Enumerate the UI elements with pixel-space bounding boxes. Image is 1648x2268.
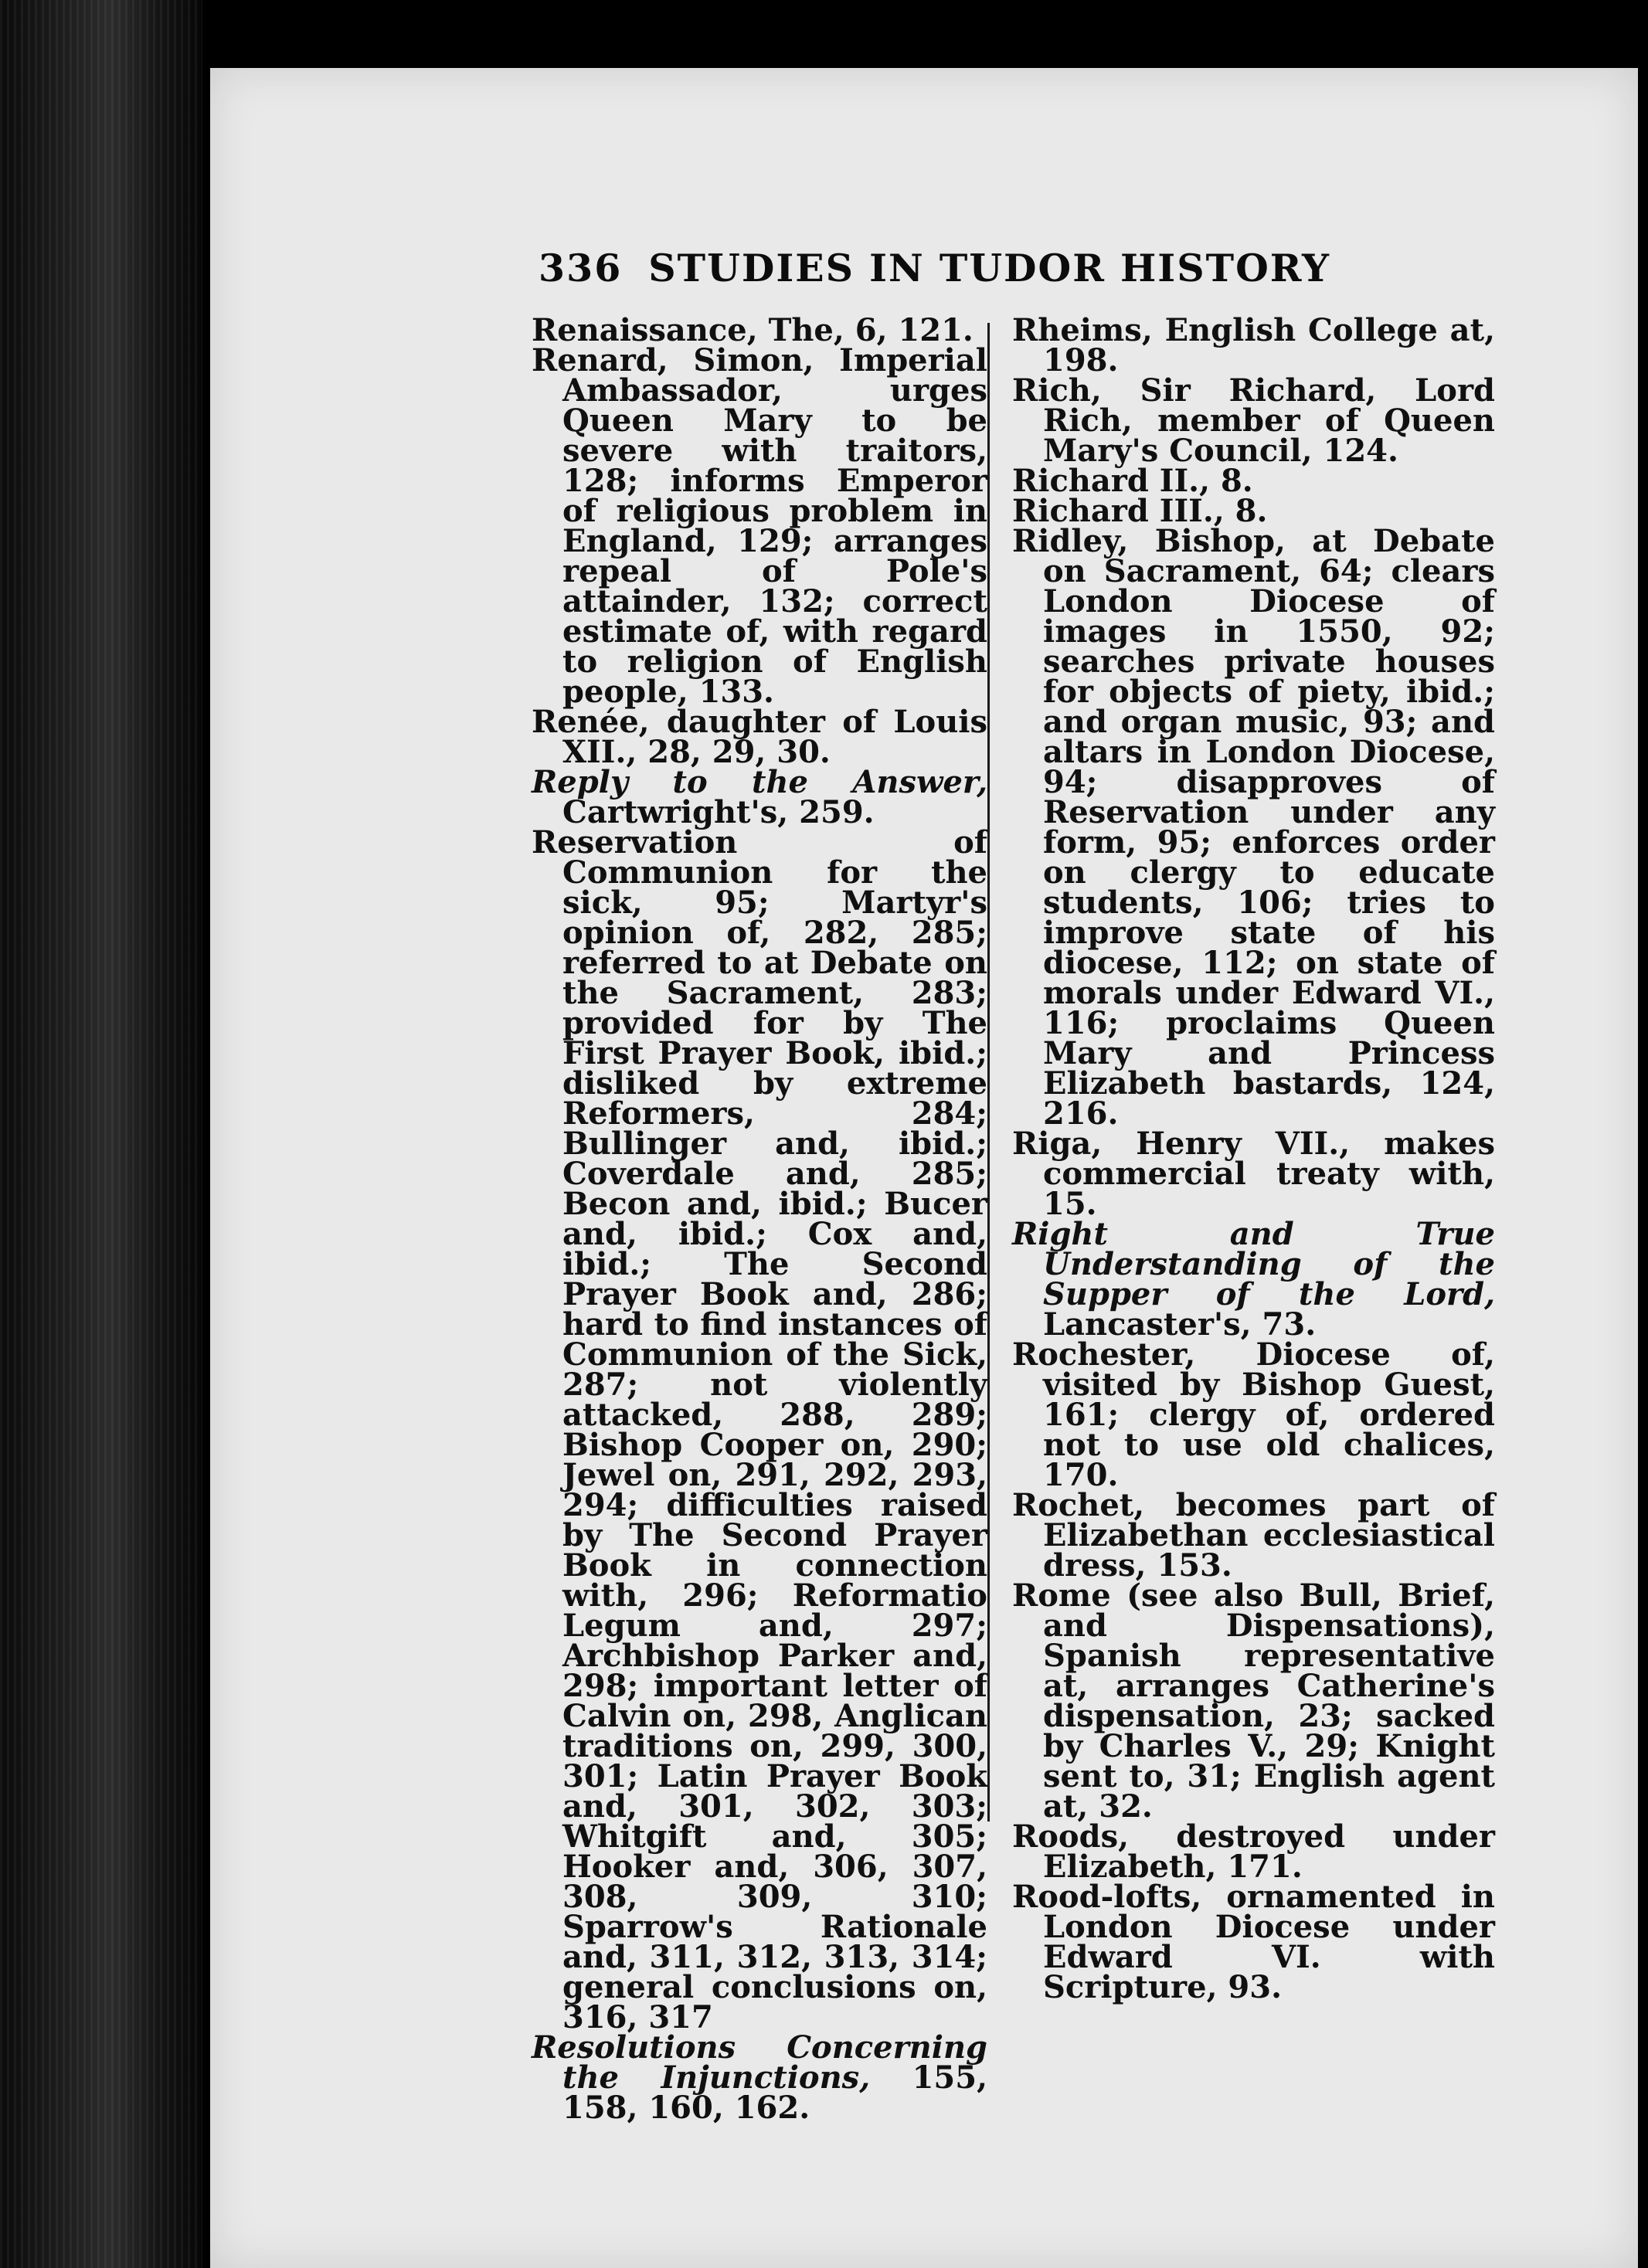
column-divider bbox=[987, 323, 990, 1822]
index-entry: Roods, destroyed under Elizabeth, 171. bbox=[1012, 1818, 1495, 1885]
index-entry: Rochester, Diocese of, visited by Bishop Guest, 161; clergy of, ordered not to use old chalices, 170. bbox=[1012, 1336, 1495, 1493]
spine-texture bbox=[0, 0, 202, 2268]
index-entry: Renaissance, The, 6, 121. bbox=[532, 312, 974, 348]
index-entry: Ridley, Bishop, at Debate on Sacrament, 64; clears London Diocese of images in 1550, 92; searches private houses for objects of piety, ibid.; and organ music, 93; and altars in London Diocese, 94; disapproves of Reservation under any form, 95; enforces order on clergy to educate students, 106; tries to improve state of his diocese, 112; on state of morals under Edward VI., 116; proclaims Queen Mary and Princess Elizabeth bastards, 124, 216. bbox=[1012, 523, 1495, 1132]
index-entry: Rich, Sir Richard, Lord Rich, member of Queen Mary's Council, 124. bbox=[1012, 372, 1495, 469]
index-entry: Renard, Simon, Imperial Ambassador, urges Queen Mary to be severe with traitors, 128; informs Emperor of religious problem in England, 129; arranges repeal of Pole's attainder, 132; correct estimate of, with regard to religion of English people, 133. bbox=[532, 342, 987, 710]
index-entry: Rood-lofts, ornamented in London Diocese under Edward VI. with Scripture, 93. bbox=[1012, 1879, 1495, 2005]
index-entry: Richard II., 8. bbox=[1012, 463, 1253, 499]
index-entry: Resolutions Concerning the Injunctions, 155, 158, 160, 162. bbox=[532, 2029, 987, 2126]
index-entry: Richard III., 8. bbox=[1012, 493, 1268, 529]
index-column-right bbox=[1012, 312, 1495, 2005]
running-header bbox=[539, 246, 1330, 290]
index-entry: Reservation of Communion for the sick, 95; Martyr's opinion of, 282, 285; referred to at Debate on the Sacrament, 283; provided for by The First Prayer Book, ibid.; disliked by extreme Reformers, 284; Bullinger and, ibid.; Coverdale and, 285; Becon and, ibid.; Bucer and, ibid.; Cox and, ibid.; The Second Prayer Book and, 286; hard to find instances of Communion of the Sick, 287; not violently attacked, 288, 289; Bishop Cooper on, 290; Jewel on, 291, 292, 293, 294; difficulties raised by The Second Prayer Book in connection with, 296; Reformatio Legum and, 297; Archbishop Parker and, 298; important letter of Calvin on, 298, Anglican traditions on, 299, 300, 301; Latin Prayer Book and, 301, 302, 303; Whitgift and, 305; Hooker and, 306, 307, 308, 309, 310; Sparrow's Rationale and, 311, 312, 313, 314; general conclusions on, 316, 317 bbox=[532, 824, 987, 2035]
book-title: STUDIES IN TUDOR HISTORY bbox=[648, 246, 1330, 290]
index-entry: Rheims, English College at, 198. bbox=[1012, 312, 1495, 379]
index-entry: Renée, daughter of Louis XII., 28, 29, 30. bbox=[532, 704, 987, 770]
index-entry: Riga, Henry VII., makes commercial treaty with, 15. bbox=[1012, 1126, 1495, 1222]
index-entry: Right and True Understanding of the Supper of the Lord, Lancaster's, 73. bbox=[1012, 1216, 1495, 1343]
index-entry: Rochet, becomes part of Elizabethan ecclesiastical dress, 153. bbox=[1012, 1487, 1495, 1584]
index-column-left bbox=[532, 312, 987, 2126]
page-number: 336 bbox=[539, 246, 623, 290]
index-entry: Reply to the Answer, Cartwright's, 259. bbox=[532, 764, 987, 830]
index-entry: Rome (see also Bull, Brief, and Dispensations), Spanish representative at, arranges Catherine's dispensation, 23; sacked by Charles V., 29; Knight sent to, 31; English agent at, 32. bbox=[1012, 1577, 1495, 1825]
